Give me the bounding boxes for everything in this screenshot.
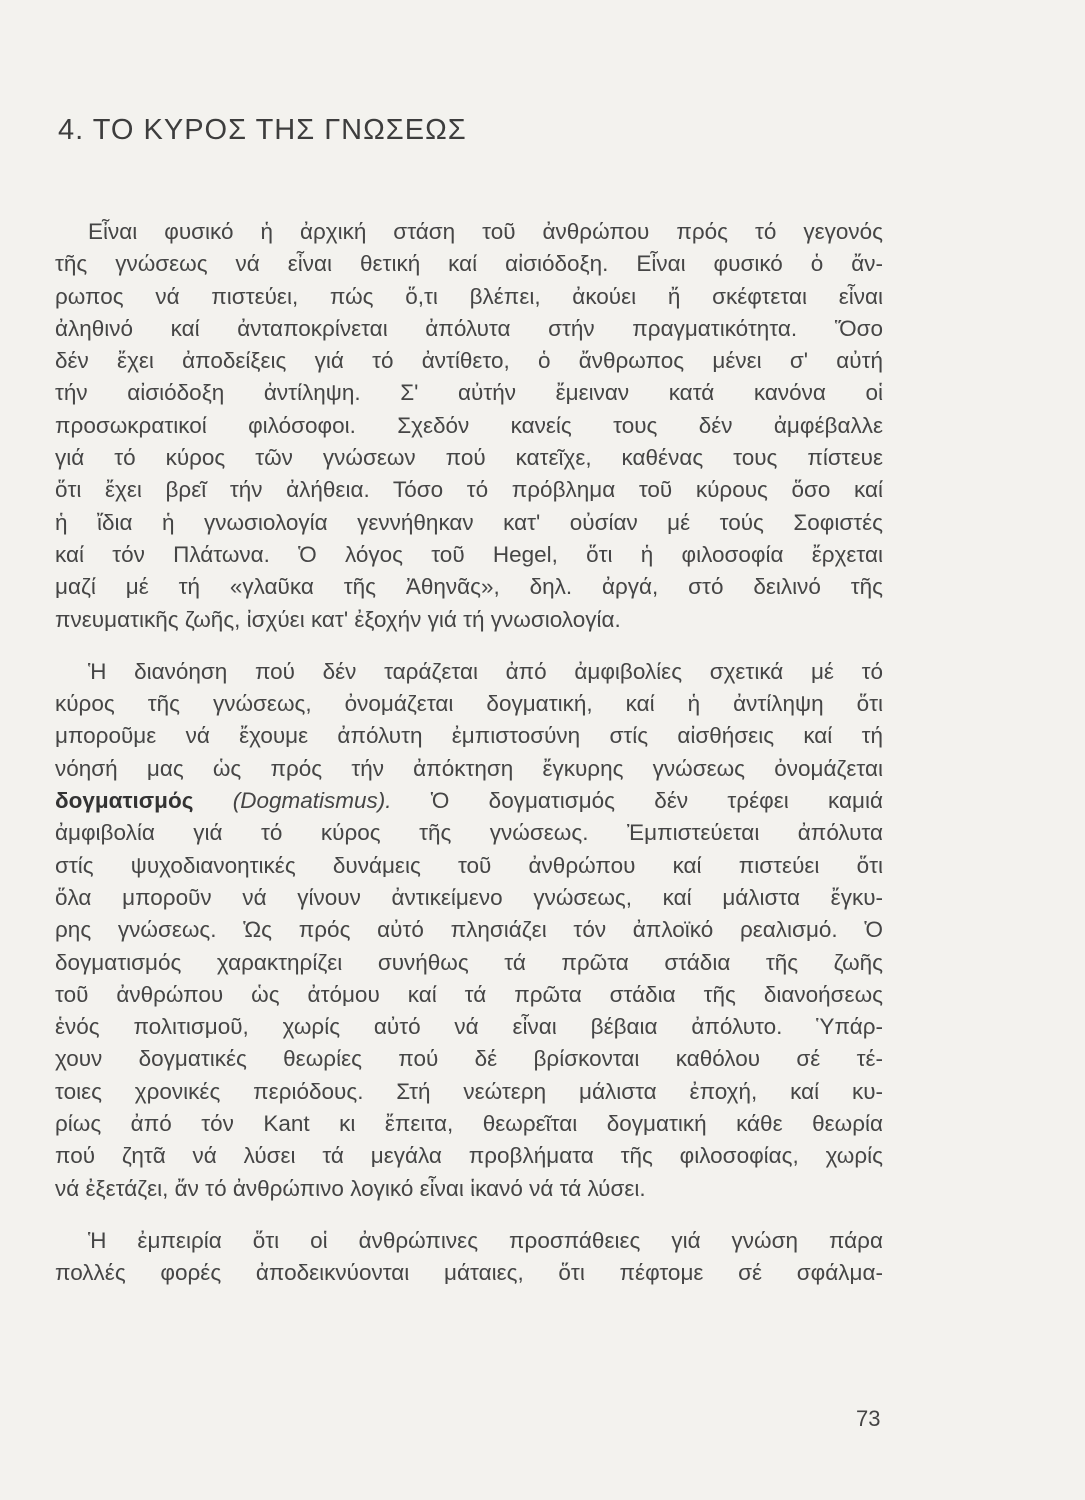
paragraph-2-line: τοῦ ἀνθρώπου ὡς ἀτόμου καί τά πρῶτα στάδια τῆς διανοήσεως <box>55 981 883 1007</box>
latin-term: (Dogmatismus). <box>232 788 392 814</box>
paragraph-2-line: ὅλα μποροῦν νά γίνουν ἀντικείμενο γνώσεως, καί μάλιστα ἔγκυ- <box>55 884 883 910</box>
paragraph-1-line: τήν αἰσιόδοξη ἀντίληψη. Σ' αὐτήν ἔμειναν κατά κανόνα οἱ <box>55 380 883 406</box>
bold-term: δογματισμός <box>55 788 194 814</box>
paragraph-1-line: τῆς γνώσεως νά εἶναι θετική καί αἰσιόδοξη. Εἶναι φυσικό ὁ ἄν- <box>55 251 883 277</box>
paragraph-1-line: ἡ ἴδια ἡ γνωσιολογία γεννήθηκαν κατ' οὐσίαν μέ τούς Σοφιστές <box>55 509 883 535</box>
term-line-rest: Ὁ δογματισμός δέν τρέφει καμιά <box>391 788 883 814</box>
paragraph-1-line: ἀληθινό καί ἀνταποκρίνεται ἀπόλυτα στήν πραγματικότητα. Ὅσο <box>55 315 883 341</box>
paragraph-1-line: μαζί μέ τή «γλαῦκα τῆς Ἀθηνᾶς», δηλ. ἀργά, στό δειλινό τῆς <box>55 574 883 600</box>
paragraph-2-line: στίς ψυχοδιανοητικές δυνάμεις τοῦ ἀνθρώπου καί πιστεύει ὅτι <box>55 852 883 878</box>
paragraph-1-line: δέν ἔχει ἀποδείξεις γιά τό ἀντίθετο, ὁ ἄνθρωπος μένει σ' αὐτή <box>55 348 883 374</box>
paragraph-1-line: καί τόν Πλάτωνα. Ὁ λόγος τοῦ Hegel, ὅτι ἡ φιλοσοφία ἔρχεται <box>55 541 883 567</box>
paragraph-2-line: Ἡ διανόηση πού δέν ταράζεται ἀπό ἀμφιβολίες σχετικά μέ τό <box>88 658 883 684</box>
paragraph-2-line: πού ζητᾶ νά λύσει τά μεγάλα προβλήματα τῆς φιλοσοφίας, χωρίς <box>55 1143 883 1169</box>
body-text <box>55 216 883 1290</box>
paragraph-1-line: ρωπος νά πιστεύει, πώς ὅ,τι βλέπει, ἀκούει ἤ σκέφτεται εἶναι <box>55 283 883 309</box>
page-number: 73 <box>856 1406 881 1431</box>
paragraph-1-line: ὅτι ἔχει βρεῖ τήν ἀλήθεια. Τόσο τό πρόβλημα τοῦ κύρους ὅσο καί <box>55 477 883 503</box>
paragraph-2-line: νόησή μας ὡς πρός τήν ἀπόκτηση ἔγκυρης γνώσεως ὀνομάζεται <box>55 755 883 781</box>
paragraph-2-term-line <box>55 785 883 817</box>
paragraph-2-line: ἑνός πολιτισμοῦ, χωρίς αὐτό νά εἶναι βέβαια ἀπόλυτο. Ὑπάρ- <box>55 1014 883 1040</box>
chapter-heading: 4. ΤΟ ΚΥΡΟΣ ΤΗΣ ΓΝΩΣΕΩΣ <box>58 114 467 146</box>
paragraph-1-line: προσωκρατικοί φιλόσοφοι. Σχεδόν κανείς τους δέν ἀμφέβαλλε <box>55 412 883 438</box>
paragraph-2-line: τοιες χρονικές περιόδους. Στή νεώτερη μάλιστα ἐποχή, καί κυ- <box>55 1078 883 1104</box>
paragraph-2-line: δογματισμός χαρακτηρίζει συνήθως τά πρῶτα στάδια τῆς ζωῆς <box>55 949 883 975</box>
paragraph-1-line: πνευματικῆς ζωῆς, ἰσχύει κατ' ἐξοχήν γιά τή γνωσιολογία. <box>55 606 621 632</box>
paragraph-1-line: Εἶναι φυσικό ἡ ἀρχική στάση τοῦ ἀνθρώπου πρός τό γεγονός <box>88 219 883 244</box>
paragraph-3-line: πολλές φορές ἀποδεικνύονται μάταιες, ὅτι πέφτομε σέ σφάλμα- <box>55 1260 883 1286</box>
paragraph-2-line: μποροῦμε νά ἔχουμε ἀπόλυτη ἐμπιστοσύνη στίς αἰσθήσεις καί τή <box>55 723 883 749</box>
paragraph-gap <box>55 1205 883 1225</box>
paragraph-3-line: Ἡ ἐμπειρία ὅτι οἱ ἀνθρώπινες προσπάθειες γιά γνώση πάρα <box>88 1227 883 1253</box>
paragraph-gap <box>55 636 883 656</box>
paragraph-2-line: χουν δογματικές θεωρίες πού δέ βρίσκονται καθόλου σέ τέ- <box>55 1046 883 1072</box>
paragraph-2-line: ρίως ἀπό τόν Kant κι ἔπειτα, θεωρεῖται δογματική κάθε θεωρία <box>55 1111 883 1137</box>
paragraph-2-line: ρης γνώσεως. Ὡς πρός αὐτό πλησιάζει τόν ἀπλοϊκό ρεαλισμό. Ὁ <box>55 917 883 943</box>
paragraph-1-line: γιά τό κύρος τῶν γνώσεων πού κατεῖχε, καθένας τους πίστευε <box>55 445 883 471</box>
paragraph-2-line: ἀμφιβολία γιά τό κύρος τῆς γνώσεως. Ἐμπιστεύεται ἀπόλυτα <box>55 820 883 846</box>
paragraph-2-line: νά ἐξετάζει, ἄν τό ἀνθρώπινο λογικό εἶναι ἱκανό νά τά λύσει. <box>55 1175 646 1201</box>
paragraph-2-line: κύρος τῆς γνώσεως, ὀνομάζεται δογματική, καί ἡ ἀντίληψη ὅτι <box>55 691 883 717</box>
